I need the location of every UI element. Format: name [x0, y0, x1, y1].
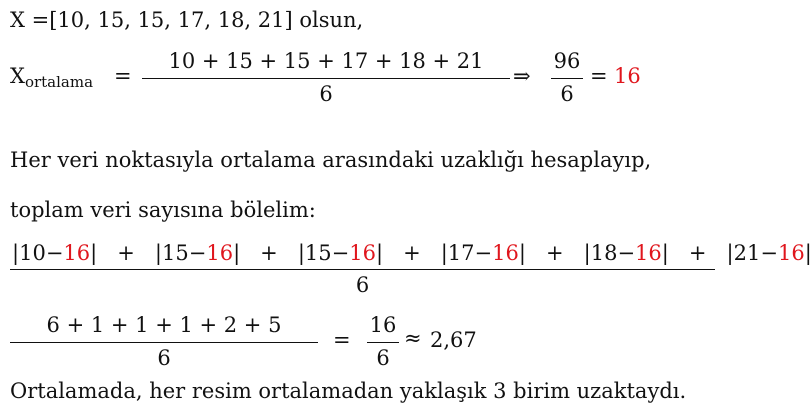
mean-equals: = [114, 64, 132, 88]
abs-term: |17−16| [440, 241, 526, 265]
deviation-denominator: 6 [355, 273, 370, 298]
conclusion-text: Ortalamada, her resim ortalamadan yaklaşık 3 birim uzaktaydı. [10, 379, 687, 403]
deviation-fraction [10, 241, 812, 298]
sum-fraction [10, 313, 318, 370]
sum-fraction-2-bar [367, 342, 399, 343]
sum-fraction-2 [367, 313, 399, 370]
explanation-line-2: toplam veri sayısına bölelim: [10, 198, 316, 222]
mean-fraction [142, 49, 510, 106]
mean-lhs [10, 64, 93, 91]
sum-denominator: 6 [157, 346, 171, 371]
mean-result: 16 [614, 64, 641, 88]
plus-sign: + [403, 241, 421, 265]
mean-fraction-2-denominator: 6 [560, 82, 574, 107]
abs-term: |18−16| [583, 241, 669, 265]
abs-term: |15−16| [154, 241, 241, 265]
sum-fraction-2-denominator: 6 [376, 346, 390, 371]
abs-term: |21−16| [726, 241, 812, 265]
sum-fraction-bar [10, 342, 318, 343]
deviation-fraction-bar [10, 269, 715, 270]
mean-fraction-bar [142, 78, 510, 79]
deviation-numerator [10, 241, 812, 265]
approx-sign: ≈ [404, 326, 422, 350]
mean-denominator: 6 [319, 82, 333, 107]
plus-sign: + [545, 241, 564, 265]
mean-fraction-2-numerator: 96 [553, 49, 581, 73]
dataset-text: X =[10, 15, 15, 17, 18, 21] olsun, [10, 8, 364, 32]
sum-numerator: 6 + 1 + 1 + 1 + 2 + 5 [46, 313, 282, 337]
plus-sign: + [117, 241, 135, 265]
abs-term: |10−16| [12, 241, 98, 265]
mean-equals-2: = [590, 64, 608, 88]
mean-numerator: 10 + 15 + 15 + 17 + 18 + 21 [168, 49, 484, 73]
mean-lhs-sub: ortalama [24, 73, 94, 91]
mean-lhs-main: X [10, 64, 25, 88]
mean-fraction-2 [551, 49, 583, 106]
explanation-line-1: Her veri noktasıyla ortalama arasındaki uzaklığı hesaplayıp, [10, 148, 652, 172]
plus-sign: + [688, 241, 707, 265]
sum-result: 2,67 [430, 328, 477, 352]
sum-fraction-2-numerator: 16 [369, 313, 397, 337]
dataset-line [10, 8, 363, 32]
sum-equals: = [333, 328, 351, 352]
implies-arrow: ⇒ [513, 64, 531, 88]
abs-term: |15−16| [297, 241, 384, 265]
plus-sign: + [260, 241, 278, 265]
mean-fraction-2-bar [551, 78, 583, 79]
